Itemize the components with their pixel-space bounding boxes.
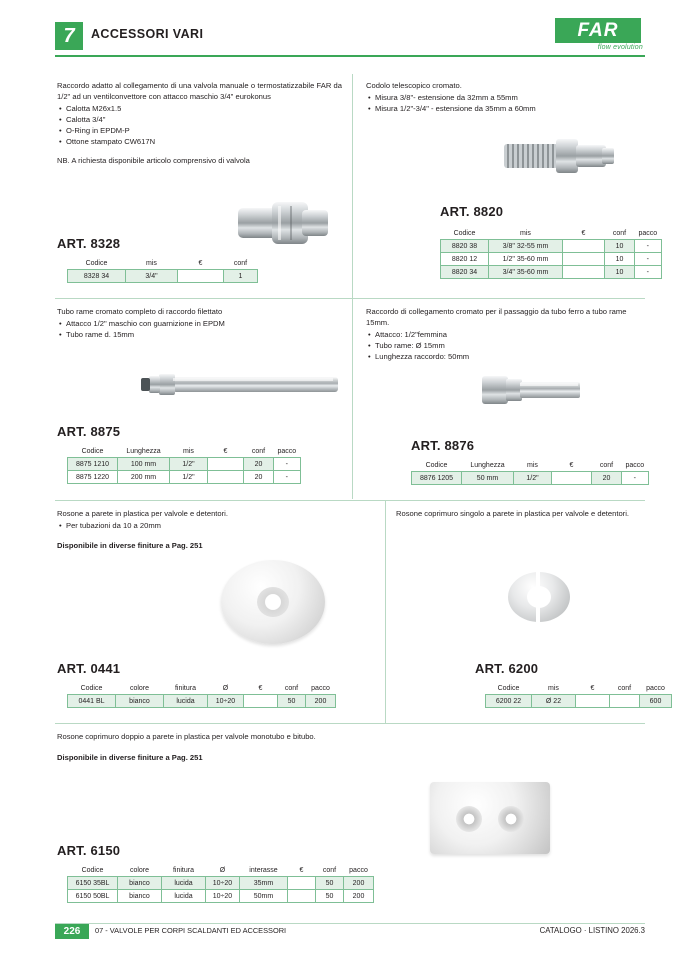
article-title-8876: ART. 8876 xyxy=(411,438,475,453)
tube-highlight xyxy=(520,383,578,386)
female-hex xyxy=(482,376,508,404)
product-description-8328: Raccordo adatto al collegamento di una valvola manuale o termostatizzabile FAR da 1/2" ad un ventilconvettore con attacco maschio 3/4" eurokonus • Calotta M26x1.5 • Calotta 3/4" • O-Ring in EPDM-P • Ottone stampato CW617N NB. A richiesta disponibile articolo comprensivo di valvola xyxy=(57,80,342,167)
page-number: 226 xyxy=(55,924,89,939)
article-title-8820: ART. 8820 xyxy=(440,204,504,219)
table-8328 xyxy=(67,258,258,283)
table-row: 8876 1205 50 mm 1/2" 20 - xyxy=(412,472,649,485)
page-title: ACCESSORI VARI xyxy=(91,27,204,41)
product-image-6200 xyxy=(508,568,574,630)
telescopic-threaded-section xyxy=(504,144,558,168)
product-image-8875 xyxy=(133,365,348,405)
article-title-6200: ART. 6200 xyxy=(475,661,539,676)
product-description-8820: Codolo telescopico cromato. • Misura 3/8"- estensione da 32mm a 55mm • Misura 1/2"-3/4" - estensione da 35mm a 60mm xyxy=(366,80,641,114)
table-row: 8875 1220 200 mm 1/2" 20 - xyxy=(68,471,301,484)
table-0441 xyxy=(67,683,336,708)
table-header-row: Codice mis € conf pacco xyxy=(497,685,665,692)
table-row: 8875 1210 100 mm 1/2" 20 - xyxy=(68,458,301,471)
bullet: • Misura 1/2"-3/4" - estensione da 35mm a 60mm xyxy=(375,103,641,114)
bullet: • Lunghezza raccordo: 50mm xyxy=(375,351,641,362)
note: Disponibile in diverse finiture a Pag. 251 xyxy=(57,753,203,762)
logo-tagline: flow evolution xyxy=(597,44,643,51)
fitting-thread xyxy=(302,210,328,236)
bullet: • Per tubazioni da 10 a 20mm xyxy=(66,520,357,531)
hex-nut xyxy=(556,139,578,173)
note: NB. A richiesta disponibile articolo comprensivo di valvola xyxy=(57,156,250,165)
chapter-number-badge: 7 xyxy=(55,22,83,50)
product-description-6150: Rosone coprimuro doppio a parete in plastica per valvole monotubo e bitubo. Disponibile in diverse finiture a Pag. 251 xyxy=(57,731,477,764)
brand-logo xyxy=(555,18,645,52)
table-8876 xyxy=(411,460,649,485)
table-6150 xyxy=(67,865,374,903)
row-divider-3 xyxy=(55,723,645,724)
article-title-8875: ART. 8875 xyxy=(57,424,121,439)
logo-text: FAR xyxy=(555,18,641,43)
table-row: 8820 34 3/4" 35-60 mm 10 - xyxy=(441,266,662,279)
product-image-8876 xyxy=(478,368,598,412)
row-divider-2 xyxy=(55,500,645,501)
table-row: 0441 BL bianco lucida 10÷20 50 200 xyxy=(68,695,336,708)
table-header-row: Codice colore finitura Ø € conf pacco xyxy=(80,685,330,692)
highlight xyxy=(278,206,281,240)
article-title-8328: ART. 8328 xyxy=(57,236,121,251)
table-header-row: Codice mis € conf xyxy=(85,260,248,267)
bullet: • Attacco: 1/2"femmina xyxy=(375,329,641,340)
table-row: 8820 12 1/2" 35-60 mm 10 - xyxy=(441,253,662,266)
bullet: • Calotta 3/4" xyxy=(66,114,342,125)
product-description-8876: Raccordo di collegamento cromato per il passaggio da tubo ferro a tubo rame 15mm. • Attacco: 1/2"femmina • Tubo rame: Ø 15mm • Lunghezza raccordo: 50mm xyxy=(366,306,641,362)
product-image-8820 xyxy=(500,133,620,181)
tube-highlight xyxy=(173,378,333,381)
row-divider-1 xyxy=(55,298,645,299)
header-divider xyxy=(55,55,645,57)
hole-right xyxy=(498,806,524,832)
shadow-line xyxy=(290,206,292,240)
bullet: • Tubo rame d. 15mm xyxy=(66,329,342,340)
bullet: • Calotta M26x1.5 xyxy=(66,103,342,114)
end-cap xyxy=(602,148,614,164)
column-divider xyxy=(352,74,353,499)
table-header-row: Codice Lunghezza mis € conf pacco xyxy=(81,448,297,455)
bullet: • Ottone stampato CW617N xyxy=(66,136,342,147)
product-description-6200: Rosone coprimuro singolo a parete in plastica per valvole e detentori. xyxy=(396,509,630,518)
split-line xyxy=(536,572,540,622)
note: Disponibile in diverse finiture a Pag. 251 xyxy=(57,541,203,550)
table-8820 xyxy=(440,228,662,279)
table-header-row: Codice colore finitura Ø interasse € conf pacco xyxy=(81,867,368,874)
table-row: 8328 34 3/4" 1 xyxy=(68,270,258,283)
table-header-row: Codice mis € conf pacco xyxy=(453,230,658,237)
double-rosette-plate xyxy=(430,782,550,854)
inner-hole xyxy=(265,594,281,610)
bullet: • Misura 3/8"- estensione da 32mm a 55mm xyxy=(375,92,641,103)
hole-left xyxy=(456,806,482,832)
article-title-0441: ART. 0441 xyxy=(57,661,121,676)
bullet: • Attacco 1/2" maschio con guarnizione in EPDM xyxy=(66,318,342,329)
table-row: 8820 38 3/8" 32-55 mm 10 - xyxy=(441,240,662,253)
table-header-row: Codice Lunghezza mis € conf pacco xyxy=(425,462,645,469)
product-description-0441: Rosone a parete in plastica per valvole e detentori. • Per tubazioni da 10 a 20mm Disponibile in diverse finiture a Pag. 251 xyxy=(57,508,357,552)
page-footer xyxy=(55,924,645,940)
seal-ring xyxy=(141,378,150,391)
footer-catalog-label: CATALOGO · LISTINO 2026.3 xyxy=(539,926,645,935)
table-row: 6150 35BL bianco lucida 10÷20 35mm 50 200 xyxy=(68,877,374,890)
product-description-8875: Tubo rame cromato completo di raccordo filettato • Attacco 1/2" maschio con guarnizione in EPDM • Tubo rame d. 15mm xyxy=(57,306,342,340)
table-row: 6200 22 Ø 22 600 xyxy=(486,695,672,708)
footer-section-label: 07 - VALVOLE PER CORPI SCALDANTI ED ACCESSORI xyxy=(95,926,287,935)
product-image-6150 xyxy=(430,778,555,868)
product-image-0441 xyxy=(221,552,331,652)
table-row: 6150 50BL bianco lucida 10÷20 50mm 50 200 xyxy=(68,890,374,903)
product-image-8328 xyxy=(232,192,342,254)
thread-end xyxy=(149,376,160,393)
column-divider-2 xyxy=(385,500,386,723)
page-header xyxy=(55,19,645,64)
bullet: • Tubo rame: Ø 15mm xyxy=(375,340,641,351)
table-8875 xyxy=(67,446,301,484)
bullet: • O-Ring in EPDM-P xyxy=(66,125,342,136)
table-6200 xyxy=(485,683,672,708)
article-title-6150: ART. 6150 xyxy=(57,843,121,858)
